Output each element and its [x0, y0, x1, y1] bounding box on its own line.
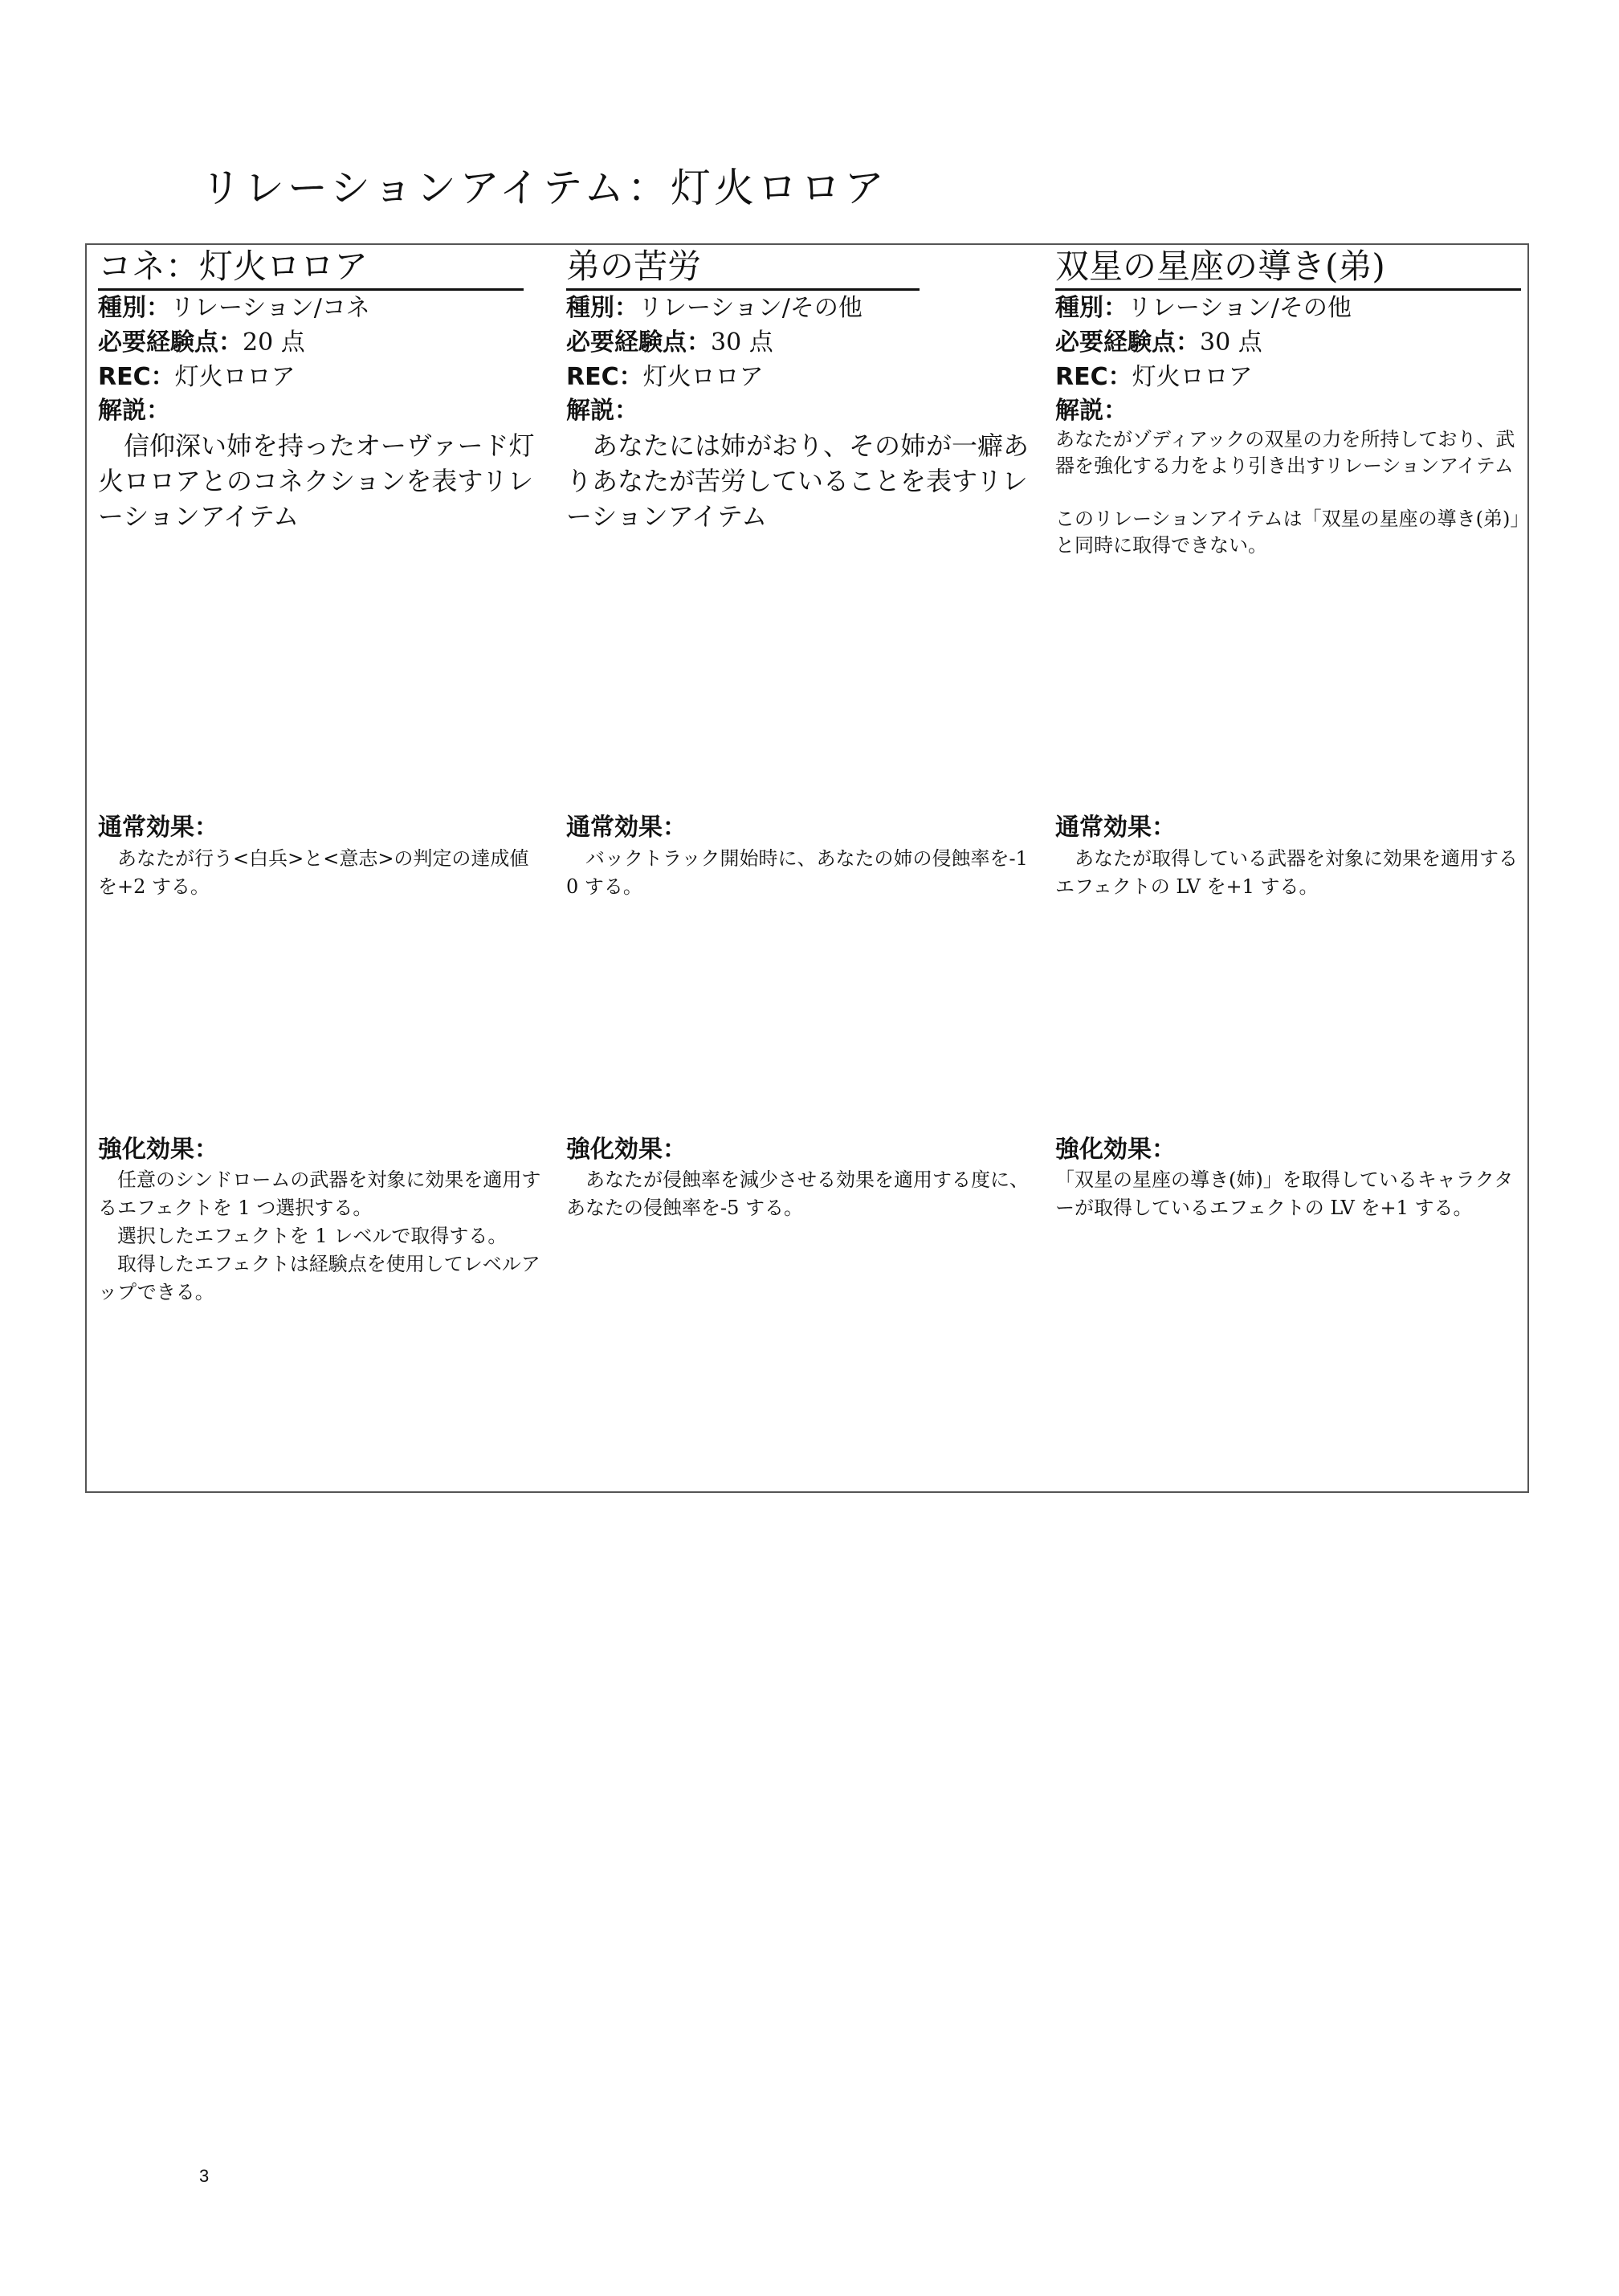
type-label: 種別： [98, 294, 170, 322]
rec-value: 灯火ロロア [1132, 363, 1253, 391]
normal-effect-label: 通常効果： [1055, 814, 1176, 842]
exp-label: 必要経験点： [566, 328, 711, 357]
rec-label: REC： [98, 363, 175, 391]
relation-item-column [98, 245, 548, 1491]
item-name: 双星の星座の導き(弟) [1055, 245, 1521, 291]
item-rec-row [1055, 360, 1253, 395]
item-type-row [566, 291, 863, 326]
type-label: 種別： [1055, 294, 1128, 322]
item-description: あなたがゾディアックの双星の力を所持しており、武器を強化する力をより引き出すリレーションアイテム このリレーションアイテムは「双星の星座の導き(弟)」と同時に取得できない。 [1055, 428, 1520, 557]
description-label: 解説： [1055, 397, 1128, 425]
boost-effect-text: 任意のシンドロームの武器を対象に効果を適用するエフェクトを 1 つ選択する。 選択したエフェクトを 1 レベルで取得する。 取得したエフェクトは経験点を使用してレベルアップできる。 [98, 1168, 541, 1303]
exp-value: 30 点 [1200, 328, 1262, 357]
exp-label: 必要経験点： [1055, 328, 1200, 357]
boost-effect-text: あなたが侵蝕率を減少させる効果を適用する度に、あなたの侵蝕率を-5 する。 [566, 1168, 1029, 1219]
rec-label: REC： [566, 363, 643, 391]
exp-value: 20 点 [243, 328, 305, 357]
type-value: リレーション/その他 [1128, 294, 1352, 322]
description-label: 解説： [98, 397, 170, 425]
item-exp-row [566, 325, 773, 361]
description-label: 解説： [566, 397, 638, 425]
normal-effect-label: 通常効果： [566, 814, 687, 842]
item-type-row [1055, 291, 1352, 326]
item-exp-row [1055, 325, 1262, 361]
normal-effect-text: バックトラック開始時に、あなたの姉の侵蝕率を-10 する。 [566, 847, 1028, 898]
boost-effect-text: 「双星の星座の導き(姉)」を取得しているキャラクターが取得しているエフェクトの LV を+1 する。 [1055, 1168, 1514, 1219]
item-rec-row [98, 360, 296, 395]
normal-effect-text: あなたが取得している武器を対象に効果を適用するエフェクトの LV を+1 する。 [1055, 847, 1518, 898]
exp-value: 30 点 [711, 328, 773, 357]
type-value: リレーション/コネ [170, 294, 370, 322]
item-type-row [98, 291, 370, 326]
type-value: リレーション/その他 [638, 294, 863, 322]
normal-effect-text: あなたが行う<白兵>と<意志>の判定の達成値を+2 する。 [98, 847, 529, 898]
item-name: コネ：灯火ロロア [98, 245, 524, 291]
exp-label: 必要経験点： [98, 328, 243, 357]
boost-effect-label: 強化効果： [1055, 1136, 1176, 1164]
boost-effect-label: 強化効果： [566, 1136, 687, 1164]
rec-value: 灯火ロロア [642, 363, 764, 391]
boost-effect-label: 強化効果： [98, 1136, 218, 1164]
type-label: 種別： [566, 294, 638, 322]
item-exp-row [98, 325, 305, 361]
item-name: 弟の苦労 [566, 245, 920, 291]
rec-value: 灯火ロロア [174, 363, 296, 391]
item-description: あなたには姉がおり、その姉が一癖ありあなたが苦労していることを表すリレーションアイテム [566, 430, 1030, 532]
relation-item-column [1055, 245, 1521, 1491]
relation-items-table [85, 243, 1529, 1493]
item-description: 信仰深い姉を持ったオーヴァード灯火ロロアとのコネクションを表すリレーションアイテム [98, 430, 535, 532]
relation-item-column [566, 245, 1032, 1491]
page-number: 3 [199, 2166, 210, 2186]
normal-effect-label: 通常効果： [98, 814, 218, 842]
item-rec-row [566, 360, 764, 395]
page-title: リレーションアイテム：灯火ロロア [201, 165, 887, 211]
rec-label: REC： [1055, 363, 1132, 391]
